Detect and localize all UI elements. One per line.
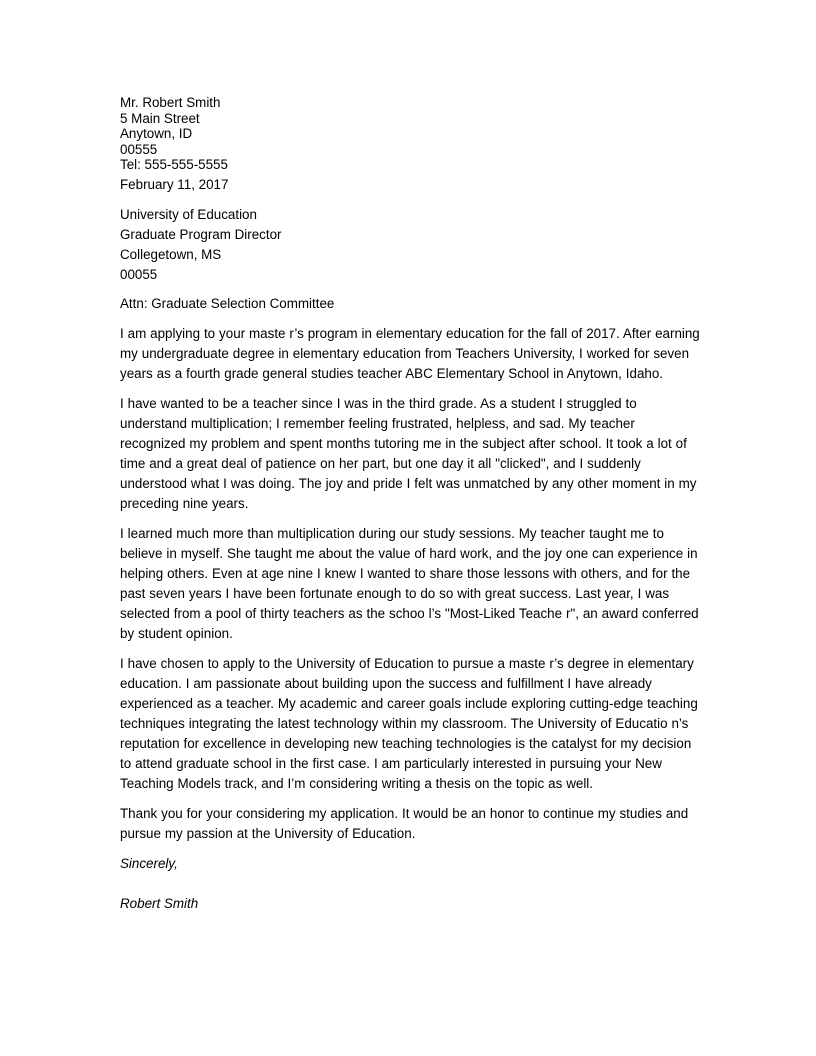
body-paragraph-3: I learned much more than multiplication during our study sessions. My teacher taught me to believe in myself. She taught me about the value of hard work, and the joy one can experience in helping others. Even at age nine I knew I wanted to share those lessons with others, and for the past seven years I have been fortunate enough to do so with great success. Last year, I was selected from a pool of thirty teachers as the schoo l’s "Most-Liked Teache r", an award conferred by student opinion. — [120, 526, 699, 641]
signature-name: Robert Smith — [120, 896, 199, 911]
sender-phone: Tel: 555-555-5555 — [120, 157, 228, 172]
sender-name: Mr. Robert Smith — [120, 95, 221, 110]
recipient-zip: 00055 — [120, 267, 158, 282]
recipient-organization: University of Education — [120, 207, 257, 222]
body-paragraph-1: I am applying to your maste r’s program in elementary education for the fall of 2017. After earning my undergraduate degree in elementary education from Teachers University, I worked for seven years as a fourth grade general studies teacher ABC Elementary School in Anytown, Idaho. — [120, 326, 700, 381]
recipient-title: Graduate Program Director — [120, 227, 282, 242]
sender-city-state: Anytown, ID — [120, 126, 193, 141]
sender-zip: 00555 — [120, 141, 158, 157]
closing-salutation: Sincerely, — [120, 856, 178, 871]
letter-date: February 11, 2017 — [120, 176, 229, 192]
cover-letter — [120, 95, 700, 914]
recipient-address-block — [120, 205, 700, 285]
sender-address-block — [120, 95, 700, 173]
body-paragraph-4: I have chosen to apply to the University of Education to pursue a maste r’s degree in elementary education. I am passionate about building upon the success and fulfillment I have already experienced as a teacher. My academic and career goals include exploring cutting-edge teaching techniques integrating the latest technology within my classroom. The University of Educatio n’s reputation for excellence in developing new teaching technologies is the catalyst for my decision to attend graduate school in the first case. I am particularly interested in pursuing your New Teaching Models track, and I’m considering writing a thesis on the topic as well. — [120, 656, 698, 791]
sender-street: 5 Main Street — [120, 110, 200, 126]
attention-line: Attn: Graduate Selection Committee — [120, 296, 335, 311]
body-paragraph-2: I have wanted to be a teacher since I was in the third grade. As a student I struggled to understand multiplication; I remember feeling frustrated, helpless, and sad. My teacher recognized my problem and spent months tutoring me in the subject after school. It took a lot of time and a great deal of patience on her part, but one day it all "clicked", and I suddenly understood what I was doing. The joy and pride I felt was unmatched by any other moment in my preceding nine years. — [120, 396, 697, 511]
body-paragraph-5: Thank you for your considering my application. It would be an honor to continue my studies and pursue my passion at the University of Education. — [120, 806, 689, 841]
recipient-city-state: Collegetown, MS — [120, 247, 222, 262]
